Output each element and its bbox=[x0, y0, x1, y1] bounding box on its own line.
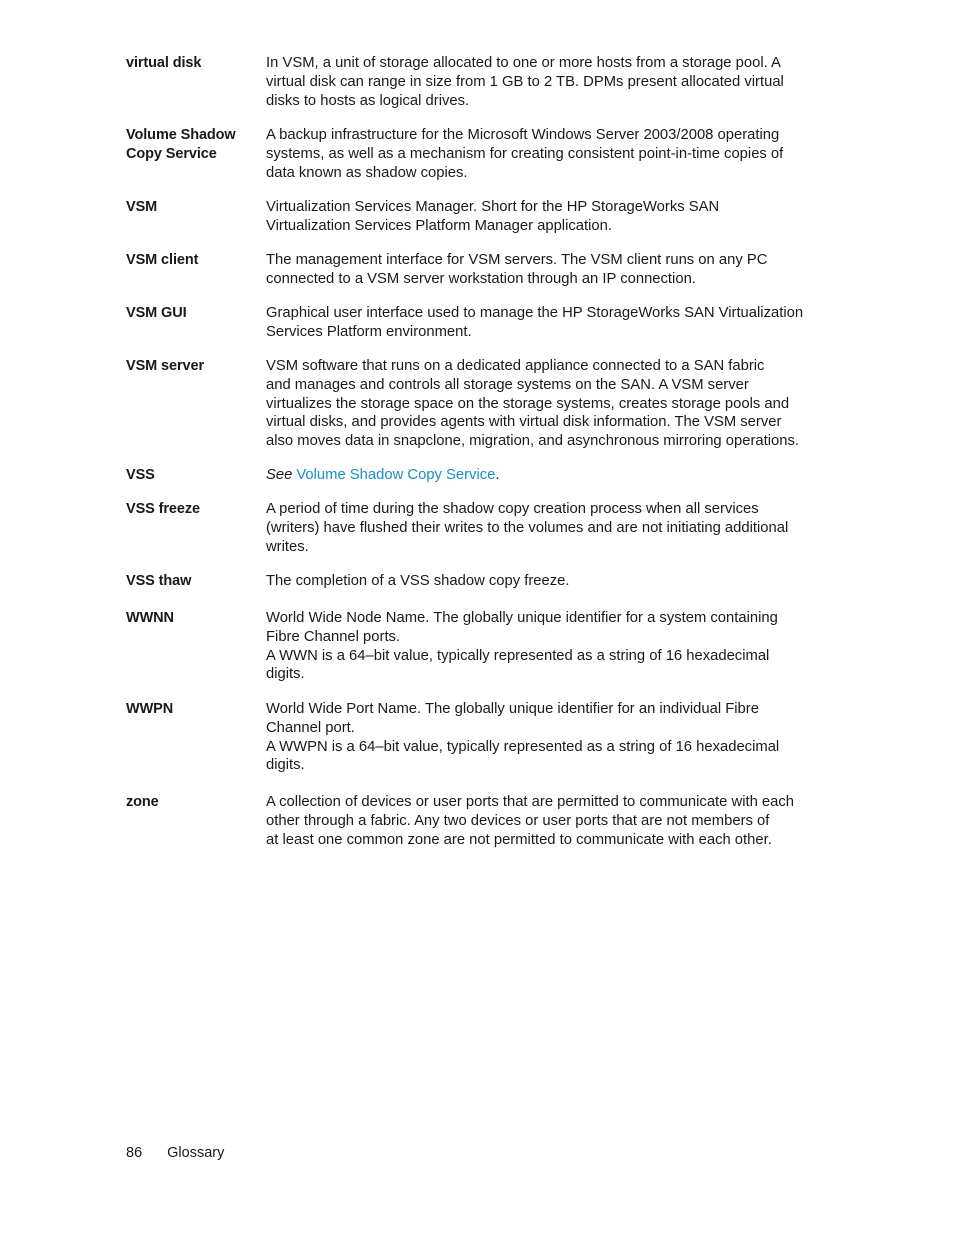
glossary-definition: World Wide Port Name. The globally unique identifier for an individual Fibre Channel port. A WWPN is a 64–bit value, typically represented as a string of 16 hexadecimal digits. bbox=[266, 701, 780, 774]
footer-section-title: Glossary bbox=[167, 1145, 225, 1161]
glossary-definition bbox=[266, 466, 806, 485]
glossary-definition: In VSM, a unit of storage allocated to one or more hosts from a storage pool. A virtual disk can range in size from 1 GB to 2 TB. DPMs present allocated virtual disks to hosts as logical drives. bbox=[266, 55, 784, 109]
page-footer bbox=[126, 1144, 224, 1163]
glossary-term: virtual disk bbox=[126, 55, 202, 71]
glossary-definition: Graphical user interface used to manage the HP StorageWorks SAN Virtualization Services Platform environment. bbox=[266, 305, 804, 340]
glossary-definition: The completion of a VSS shadow copy freeze. bbox=[266, 573, 570, 589]
see-label: See bbox=[266, 467, 293, 483]
glossary-definition: VSM software that runs on a dedicated appliance connected to a SAN fabric and manages and controls all storage systems on the SAN. A VSM server virtualizes the storage space on the storage systems, creates storage pools and virtual disks, and provides agents with virtual disk information. The VSM server also moves data in snapclone, migration, and asynchronous mirroring operations. bbox=[266, 358, 799, 450]
glossary-term: WWPN bbox=[126, 701, 174, 717]
glossary-term: VSM GUI bbox=[126, 305, 187, 321]
page-number: 86 bbox=[126, 1145, 143, 1161]
glossary-definition: The management interface for VSM servers. The VSM client runs on any PC connected to a VSM server workstation through an IP connection. bbox=[266, 252, 768, 287]
glossary-term: VSS thaw bbox=[126, 573, 192, 589]
glossary-term: Volume Shadow Copy Service bbox=[126, 127, 236, 162]
glossary-definition: A backup infrastructure for the Microsoft Windows Server 2003/2008 operating systems, as well as a mechanism for creating consistent point-in-time copies of data known as shadow copies. bbox=[266, 127, 784, 181]
glossary-definition: A collection of devices or user ports that are permitted to communicate with each other through a fabric. Any two devices or user ports that are not members of at least one common zone are not permitted to communicate with each other. bbox=[266, 794, 795, 848]
glossary-definition: Virtualization Services Manager. Short for the HP StorageWorks SAN Virtualization Services Platform Manager application. bbox=[266, 199, 720, 234]
glossary-definition: A period of time during the shadow copy creation process when all services (writers) have flushed their writes to the volumes and are not initiating additional writes. bbox=[266, 501, 789, 555]
glossary-term: VSS freeze bbox=[126, 501, 200, 517]
glossary-term: VSS bbox=[126, 467, 155, 483]
see-link-volume-shadow-copy-service[interactable]: Volume Shadow Copy Service bbox=[296, 467, 496, 483]
glossary-term: VSM bbox=[126, 199, 158, 215]
glossary-definition: World Wide Node Name. The globally unique identifier for a system containing Fibre Channel ports. A WWN is a 64–bit value, typically represented as a string of 16 hexadecimal digits. bbox=[266, 610, 778, 683]
glossary-term: WWNN bbox=[126, 610, 174, 626]
see-suffix: . bbox=[495, 467, 500, 483]
glossary-term: zone bbox=[126, 794, 159, 810]
glossary-term: VSM server bbox=[126, 358, 204, 374]
glossary-term: VSM client bbox=[126, 252, 199, 268]
